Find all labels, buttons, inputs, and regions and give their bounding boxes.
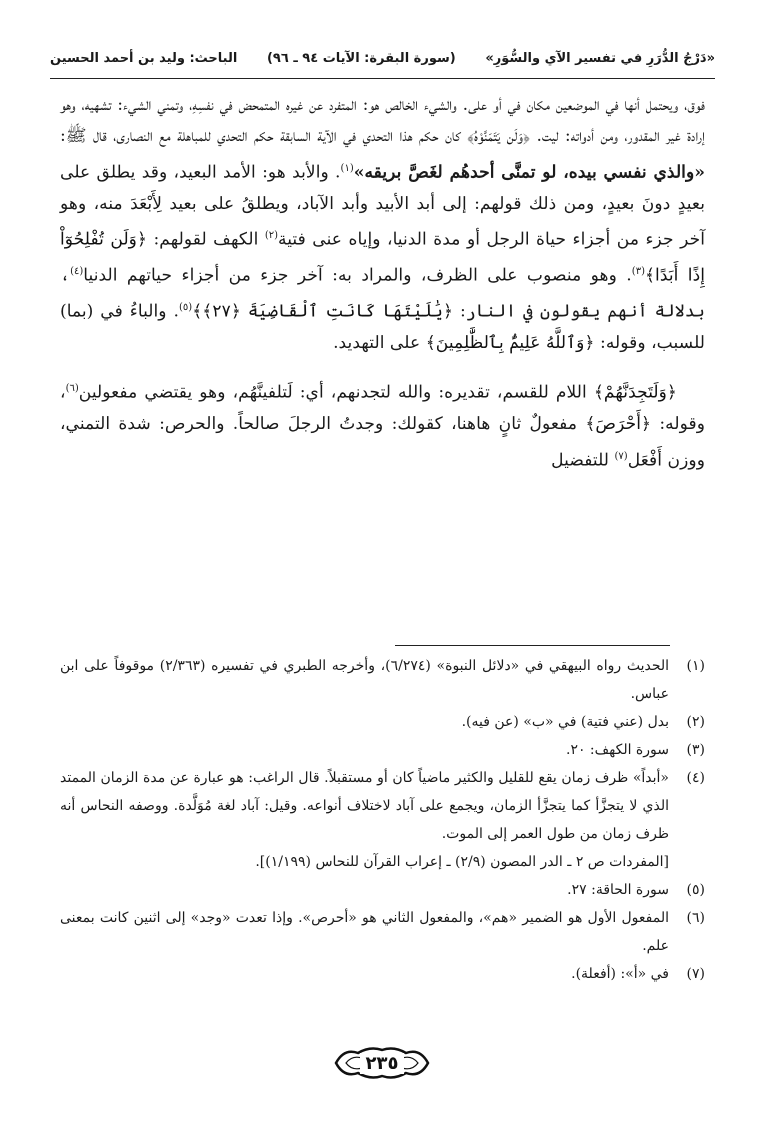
footnote: (٥) سورة الحاقة: ٢٧. xyxy=(567,882,705,898)
footnote: (٦) المفعول الأول هو الضمير «هم»، والمفعول الثاني هو «أحرص». وإذا تعدت «وجد» إلى اثنين كانت بمعنى علم. xyxy=(60,910,705,954)
hadith-quote: «والذي نفسي بيده، لو تمنَّى أحدهُم لغَصَّ بريقه» xyxy=(353,162,705,183)
header-divider xyxy=(50,78,715,79)
footnote-divider xyxy=(395,645,670,646)
quran-quote: ﴿وَلَتَجِدَنَّهُمْ﴾ xyxy=(593,383,677,404)
footnote-ref-2: (٢) xyxy=(264,229,279,241)
researcher-name: الباحث: وليد بن أحمد الحسين xyxy=(50,50,238,66)
footnote-sources: [المفردات ص ٢ ـ الدر المصون (٢/٩) ـ إعراب القرآن للنحاس (١/١٩٩)]. xyxy=(255,854,669,870)
quran-quote: ﴿وَٱللَّهُ عَلِيمٌۢ بِٱلظَّٰلِمِينَ﴾ xyxy=(425,333,595,354)
quran-quote: ﴿يَٰلَيْتَهَا كَانَتِ ٱلْقَاضِيَةَ ﴿٢٧﴾﴾ xyxy=(192,301,454,322)
footnote-ref-5: (٥) xyxy=(179,301,193,313)
surah-section: (سورة البقرة: الآيات ٩٤ ـ ٩٦) xyxy=(266,50,456,66)
footnote-ref-6: (٦) xyxy=(65,383,79,395)
quran-quote: ﴿وَلَن يَتَمَنَّوْهُ﴾ xyxy=(467,126,531,147)
main-text xyxy=(60,90,705,477)
footnote: (٧) في «أ»: (أفعلة). xyxy=(571,966,705,982)
footnotes xyxy=(60,652,705,988)
quran-quote: ﴿وَلَن تُفْلِحُوٓاْ إِذًا أَبَدًا﴾ xyxy=(60,229,705,286)
footnote: (٣) سورة الكهف: ٢٠. xyxy=(565,742,705,758)
footnote-ref-7: (٧) xyxy=(614,450,628,462)
book-title: «دَرْجُ الدُّرَرِ في تفسير الآي والسُّوَرِ» xyxy=(485,50,715,66)
running-header xyxy=(50,40,715,76)
footnote-ref-3: (٣) xyxy=(631,265,645,277)
paragraph-2: ﴿وَلَتَجِدَنَّهُمْ﴾ اللام للقسم، تقديره: والله لتجدنهم، أي: لَتلفينَّهُم، وهو يقتضي مفعولين$^{(٦)}$، وقوله: ﴿أَحْرَصَ﴾ مفعولٌ ثانٍ هاهنا، كقولك: وجدتُ الرجلَ صالحاً. والحرص: شدة التمني، ووزن أَفْعَل$^{(٧)}$ للتفضيل xyxy=(60,383,705,471)
footnote: (٢) بدل (عني فتية) في «ب» (عن فيه). xyxy=(461,714,705,730)
page-number: ٢٣٥ xyxy=(332,1044,432,1082)
footnote: (١) الحديث رواه البيهقي في «دلائل النبوة» (٦/٢٧٤)، وأخرجه الطبري في تفسيره (٢/٣٦٣) موقوفاً على ابن عباس. xyxy=(60,658,705,702)
paragraph-1: فوق، ويحتمل أنها في الموضعين مكان في أو على. والشيء الخالص هو: المتفرد عن غيره المتمحض في نفسِهِ، وتمني الشيء: تشهيه، وهو إرادة غير المقدور، ومن أدواته: ليت. ﴿وَلَن يَتَمَنَّوْهُ﴾ كان حكم هذا التحدي في الآية السابقة حكم التحدي للمباهلة مع النصارى، قال ﷺ: «والذي نفسي بيده، لو تمنَّى أحدهُم لغَصَّ بريقه»$^{(١)}$. والأبد هو: الأمد البعيد، وقد يطلق على بعيدٍ دونَ بعيدٍ، ومن ذلك قولهم: إلى أبد الأبيد وأبد الآباد، ويطلقُ على بعيد لِأَبْعَدَ منه، وهو آخر جزء من أجزاء حياة الرجل أو مدة الدنيا، وإياه عنى فتية$^{(٢)}$ الكهف لقولهم: ﴿وَلَن تُفْلِحُوٓاْ إِذًا أَبَدًا﴾$^{(٣)}$. وهو منصوب على الظرف، والمراد به: آخر جزء من أجزاء حياتهم الدنيا$^{(٤)}$، بدلالة أنهم يقولون في النار: ﴿يَٰلَيْتَهَا كَانَتِ ٱلْقَاضِيَةَ ﴿٢٧﴾﴾$^{(٥)}$. والباءُ في (بما) للسبب، وقوله: ﴿وَٱللَّهُ عَلِيمٌۢ بِٱلظَّٰلِمِينَ﴾ على التهديد. xyxy=(60,95,705,354)
footnote-ref-1: (١) xyxy=(340,162,354,174)
footnote: (٤) «أبداً» ظرف زمان يقع للقليل والكثير ماضياً كان أو مستقبلاً. قال الراغب: هو عبارة عن مدة الزمان الممتد الذي لا يتجزَّأ كما يتجزَّأ الزمان، ويجمع على آباد لاختلاف أنواعه. وقيل: آباد لغة مُوَلَّدة. ووصفه النحاس أنه ظرف زمان من طول العمر إلى الموت. [المفردات ص ٢ ـ الدر المصون (٢/٩) ـ إعراب القرآن للنحاس (١/١٩٩)]. xyxy=(60,770,705,870)
footnote-ref-4: (٤) xyxy=(70,265,84,277)
quran-quote: ﴿أَحْرَصَ﴾ xyxy=(585,414,652,435)
